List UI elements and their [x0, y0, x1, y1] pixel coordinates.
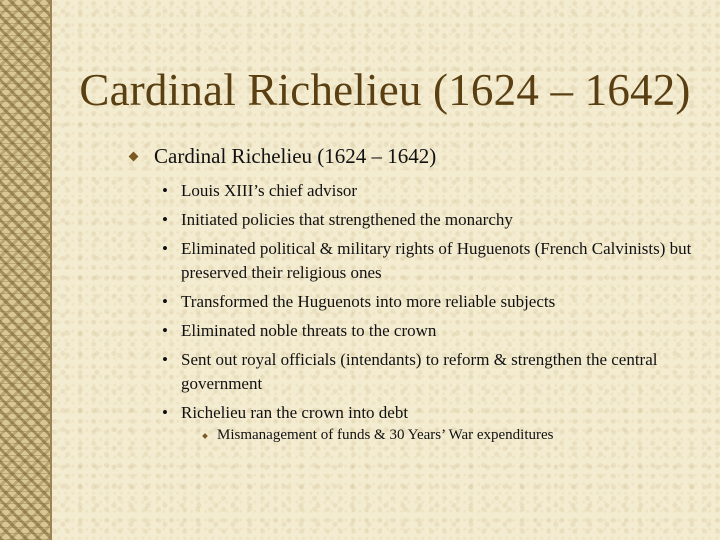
sub-sub-bullet-text: Mismanagement of funds & 30 Years’ War expenditures: [217, 427, 554, 443]
list-item-text: Eliminated political & military rights of Huguenots (French Calvinists) but preserved their religious ones: [181, 239, 692, 282]
bullet-dot-icon: •: [162, 239, 168, 258]
list-item-text: Transformed the Huguenots into more reliable subjects: [181, 292, 556, 311]
bullet-dot-icon: •: [162, 321, 168, 340]
list-item-text: Sent out royal officials (intendants) to reform & strengthen the central government: [181, 350, 658, 393]
main-bullet-text: Cardinal Richelieu (1624 – 1642): [154, 144, 437, 168]
list-item: [160, 290, 700, 314]
list-item-text: Eliminated noble threats to the crown: [181, 321, 437, 340]
list-item: [160, 401, 700, 425]
sub-bullet-list: [160, 179, 700, 430]
sub-sub-bullet-item: [203, 427, 554, 444]
list-item: [160, 208, 700, 232]
bullet-dot-icon: •: [162, 350, 168, 369]
slide-title: Cardinal Richelieu (1624 – 1642): [79, 65, 691, 115]
main-bullet-item: [133, 144, 436, 169]
list-item: [160, 179, 700, 203]
list-item-text: Louis XIII’s chief advisor: [181, 181, 358, 200]
bullet-dot-icon: •: [162, 403, 168, 422]
list-item-text: Initiated policies that strengthened the monarchy: [181, 210, 513, 229]
list-item-text: Richelieu ran the crown into debt: [181, 403, 409, 422]
bullet-dot-icon: •: [162, 292, 168, 311]
list-item: [160, 348, 700, 396]
bullet-dot-icon: •: [162, 210, 168, 229]
small-diamond-bullet-icon: [202, 433, 208, 439]
bullet-dot-icon: •: [162, 181, 168, 200]
list-item: [160, 237, 700, 285]
diamond-bullet-icon: [129, 152, 139, 162]
list-item: [160, 319, 700, 343]
decorative-left-border: [0, 0, 52, 540]
